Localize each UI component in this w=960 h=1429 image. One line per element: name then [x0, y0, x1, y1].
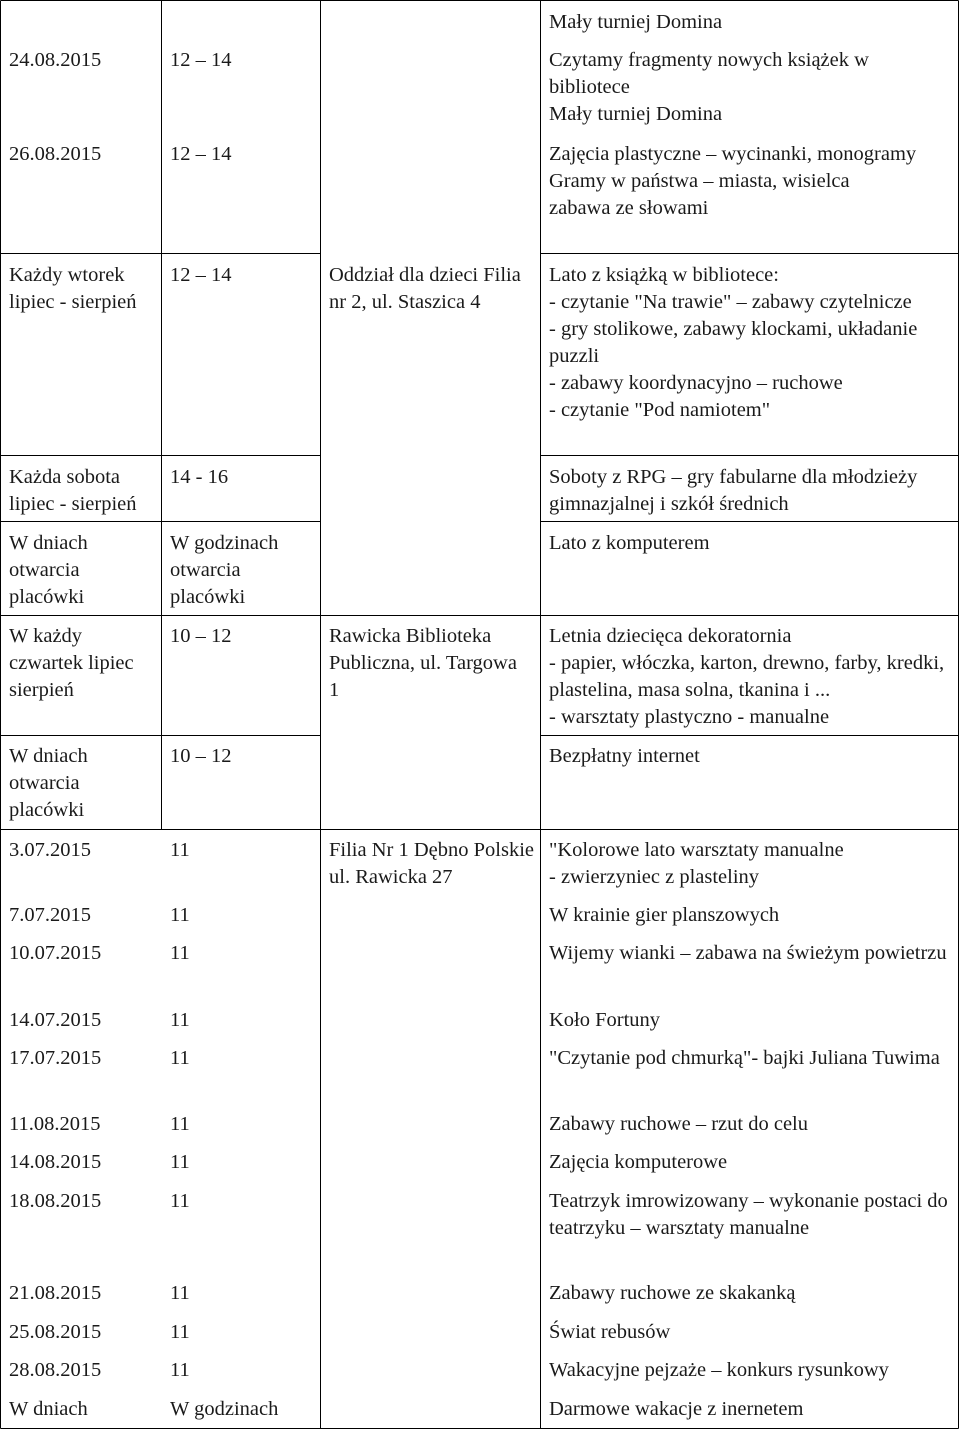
activity-cell: Bezpłatny internet [549, 745, 700, 767]
activity-cell: Świat rebusów [549, 1321, 671, 1343]
activity-cell: Soboty z RPG – gry fabularne dla młodzieży gimnazjalnej i szkół średnich [549, 466, 918, 515]
activity-cell: Wijemy wianki – zabawa na świeżym powietrzu [549, 942, 947, 964]
location-cell: Filia Nr 1 Dębno Polskie ul. Rawicka 27 [329, 839, 534, 888]
date-cell: Każda sobota lipiec - sierpień [9, 466, 137, 515]
time-cell: 11 [170, 1190, 190, 1212]
time-cell: 10 – 12 [170, 745, 232, 767]
time-cell: 11 [170, 1321, 190, 1343]
activity-cell: Mały turniej Domina [549, 11, 723, 33]
activity-cell: Lato z książką w bibliotece: - czytanie "Na trawie" – zabawy czytelnicze - gry stolikowe, zabawy klockami, układanie puzzli - zabawy koordynacyjno – ruchowe - czytanie "Pod namiotem" [549, 264, 918, 421]
date-cell: W dniach [9, 1398, 88, 1420]
date-cell: 17.07.2015 [9, 1047, 102, 1069]
date-cell: 14.08.2015 [9, 1151, 102, 1173]
activity-cell: Lato z komputerem [549, 532, 710, 554]
time-cell: 12 – 14 [170, 264, 232, 286]
time-cell: 11 [170, 1047, 190, 1069]
time-cell: 12 – 14 [170, 49, 232, 71]
date-cell: 14.07.2015 [9, 1009, 102, 1031]
time-cell: 11 [170, 1282, 190, 1304]
activity-cell: Zabawy ruchowe ze skakanką [549, 1282, 796, 1304]
time-cell: 11 [170, 1359, 190, 1381]
date-cell: W dniach otwarcia placówki [9, 532, 88, 608]
date-cell: 24.08.2015 [9, 49, 102, 71]
time-cell: 11 [170, 904, 190, 926]
activity-cell: Zajęcia plastyczne – wycinanki, monogramy Gramy w państwa – miasta, wisielca zabawa ze słowami [549, 143, 917, 219]
time-cell: 11 [170, 1151, 190, 1173]
activity-cell: Czytamy fragmenty nowych książek w bibliotece Mały turniej Domina [549, 49, 869, 125]
activity-cell: Darmowe wakacje z inernetem [549, 1398, 804, 1420]
date-cell: 3.07.2015 [9, 839, 91, 861]
date-cell: Każdy wtorek lipiec - sierpień [9, 264, 137, 313]
time-cell: 11 [170, 1009, 190, 1031]
date-cell: W każdy czwartek lipiec sierpień [9, 625, 134, 701]
date-cell: 25.08.2015 [9, 1321, 102, 1343]
date-cell: 7.07.2015 [9, 904, 91, 926]
time-cell: 11 [170, 839, 190, 861]
date-cell: W dniach otwarcia placówki [9, 745, 88, 821]
time-cell: 10 – 12 [170, 625, 232, 647]
activity-cell: W krainie gier planszowych [549, 904, 780, 926]
time-cell: W godzinach otwarcia placówki [170, 532, 279, 608]
activity-cell: Letnia dziecięca dekoratornia - papier, włóczka, karton, drewno, farby, kredki, plastelina, masa solna, tkanina i ... - warsztaty plastyczno - manualne [549, 625, 945, 728]
time-cell: 12 – 14 [170, 143, 232, 165]
time-cell: 14 - 16 [170, 466, 229, 488]
activity-cell: Wakacyjne pejzaże – konkurs rysunkowy [549, 1359, 889, 1381]
activity-cell: Zabawy ruchowe – rzut do celu [549, 1113, 808, 1135]
activity-cell: "Kolorowe lato warsztaty manualne - zwierzyniec z plasteliny [549, 839, 844, 888]
location-cell: Rawicka Biblioteka Publiczna, ul. Targowa 1 [329, 625, 517, 701]
date-cell: 11.08.2015 [9, 1113, 101, 1135]
activity-cell: Koło Fortuny [549, 1009, 661, 1031]
location-cell: Oddział dla dzieci Filia nr 2, ul. Staszica 4 [329, 264, 521, 313]
time-cell: W godzinach [170, 1398, 279, 1420]
activity-cell: Zajęcia komputerowe [549, 1151, 728, 1173]
date-cell: 10.07.2015 [9, 942, 102, 964]
time-cell: 11 [170, 942, 190, 964]
date-cell: 28.08.2015 [9, 1359, 102, 1381]
activity-cell: Teatrzyk imrowizowany – wykonanie postaci do teatrzyku – warsztaty manualne [549, 1190, 948, 1239]
activity-cell: "Czytanie pod chmurką"- bajki Juliana Tuwima [549, 1047, 940, 1069]
time-cell: 11 [170, 1113, 190, 1135]
date-cell: 26.08.2015 [9, 143, 102, 165]
date-cell: 21.08.2015 [9, 1282, 102, 1304]
date-cell: 18.08.2015 [9, 1190, 102, 1212]
